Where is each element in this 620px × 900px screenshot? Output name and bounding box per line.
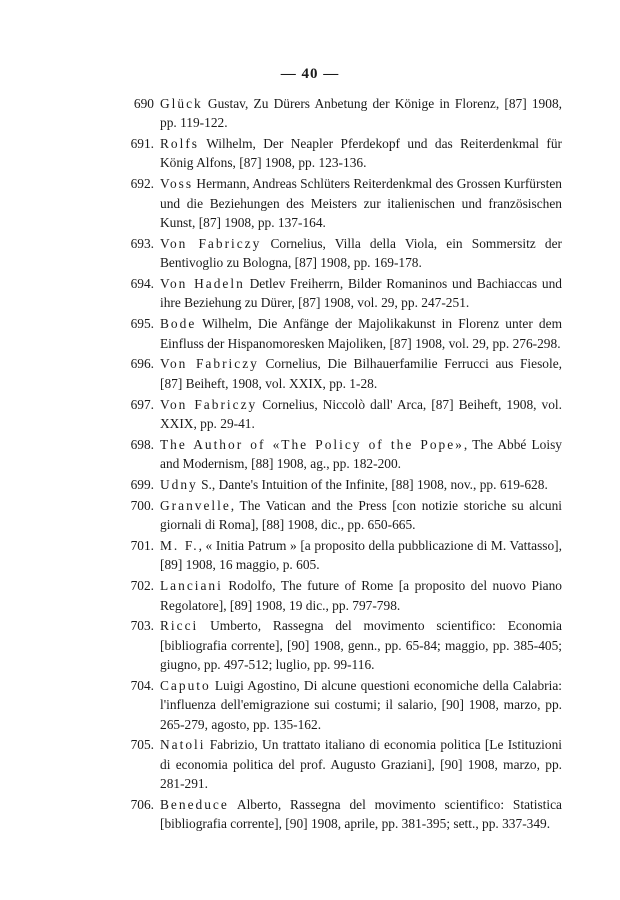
entry-author: Lanciani bbox=[160, 578, 223, 594]
entry-number: 691. bbox=[130, 136, 154, 152]
bibliography-entry bbox=[114, 94, 562, 133]
bibliography-entry bbox=[114, 314, 562, 353]
entry-citation: , The Abbé Loisy and Modernism, [88] 1908, ag., pp. 182-200. bbox=[160, 436, 562, 472]
bibliography-entry bbox=[114, 735, 562, 793]
entry-number: 693. bbox=[130, 235, 154, 251]
entry-citation: Hermann, Andreas Schlüters Reiterdenkmal des Grossen Kurfürsten und die Beziehungen des Meisters zur italienischen und französischen Kunst, [87] 1908, pp. 137-164. bbox=[160, 176, 562, 230]
bibliography-entry bbox=[114, 576, 562, 615]
bibliography-entry bbox=[114, 234, 562, 273]
entry-number: 706. bbox=[130, 796, 154, 812]
entry-citation: Luigi Agostino, Di alcune questioni economiche della Calabria: l'influenza dell'emigrazione sui costumi; il salario, [90] 1908, marzo, pp. 265-279, agosto, pp. 135-162. bbox=[160, 677, 562, 732]
entry-author: Natoli bbox=[160, 737, 206, 753]
entry-number: 696. bbox=[130, 356, 154, 372]
entry-number: 694. bbox=[130, 276, 154, 292]
bibliography-entry bbox=[114, 134, 562, 173]
entry-number: 704. bbox=[130, 677, 154, 693]
entry-number: 700. bbox=[130, 497, 154, 513]
entry-author: Voss bbox=[160, 176, 194, 192]
entry-citation: Wilhelm, Die Anfänge der Majolikakunst in Florenz unter dem Einfluss der Hispanomoresken Majoliken, [87] 1908, vol. 29, pp. 276-298. bbox=[160, 316, 562, 351]
entry-citation: Cornelius, Niccolò dall' Arca, [87] Beiheft, 1908, vol. XXIX, pp. 29-41. bbox=[160, 396, 562, 431]
entry-citation: Fabrizio, Un trattato italiano di economia politica [Le Istituzioni di economia politica del prof. Augusto Graziani], [90] 1908, marzo, pp. 281-291. bbox=[160, 737, 562, 791]
entry-citation: Gustav, Zu Dürers Anbetung der Könige in Florenz, [87] 1908, pp. 119-122. bbox=[160, 96, 562, 131]
bibliography-entry bbox=[114, 354, 562, 393]
entry-author: The Author of «The Policy of the Pope» bbox=[160, 436, 464, 452]
entry-citation: Rodolfo, The future of Rome [a proposito del nuovo Piano Regolatore], [89] 1908, 19 dic., pp. 797-798. bbox=[160, 578, 562, 613]
entry-citation: , « Initia Patrum » [a proposito della pubblicazione di M. Vattasso], [89] 1908, 16 maggio, p. 605. bbox=[160, 538, 562, 573]
entry-number: 699. bbox=[130, 476, 154, 492]
page-number: — 40 — bbox=[280, 66, 340, 82]
entry-author: Caputo bbox=[160, 677, 211, 693]
entry-author: M. F. bbox=[160, 538, 199, 554]
entry-number: 705. bbox=[130, 737, 154, 753]
bibliography-entry bbox=[114, 475, 562, 494]
entry-citation: Alberto, Rassegna del movimento scientifico: Statistica [bibliografia corrente], [90] 1908, aprile, pp. 381-395; sett., pp. 337-349. bbox=[160, 796, 562, 832]
entry-citation: Cornelius, Villa della Viola, ein Sommersitz der Bentivoglio zu Bologna, [87] 1908, pp. 169-178. bbox=[160, 235, 562, 271]
bibliography-entry bbox=[114, 395, 562, 434]
bibliography-entry bbox=[114, 676, 562, 734]
entry-number: 698. bbox=[130, 436, 154, 452]
entry-author: Udny bbox=[160, 476, 198, 492]
entry-author: Ricci bbox=[160, 618, 199, 634]
entry-author: Beneduce bbox=[160, 796, 229, 812]
entry-number: 703. bbox=[130, 618, 154, 634]
bibliography-entry bbox=[114, 174, 562, 232]
entry-number: 701. bbox=[130, 538, 154, 554]
entry-author: Bode bbox=[160, 316, 197, 332]
bibliography-list bbox=[114, 94, 562, 835]
entry-citation: Cornelius, Die Bilhauerfamilie Ferrucci aus Fiesole, [87] Beiheft, 1908, vol. XXIX, pp. 1-28. bbox=[160, 356, 562, 391]
entry-citation: S., Dante's Intuition of the Infinite, [88] 1908, nov., pp. 619-628. bbox=[197, 476, 548, 492]
bibliography-entry bbox=[114, 536, 562, 575]
entry-citation: Detlev Freiherrn, Bilder Romaninos und Bachiaccas und ihre Beziehung zu Dürer, [87] 1908, vol. 29, pp. 247-251. bbox=[160, 276, 562, 311]
bibliography-entry bbox=[114, 496, 562, 535]
bibliography-entry bbox=[114, 274, 562, 313]
bibliography-entry bbox=[114, 616, 562, 674]
entry-author: Von Fabriczy bbox=[160, 356, 259, 372]
entry-number: 697. bbox=[130, 396, 154, 412]
entry-number: 692. bbox=[130, 176, 154, 192]
bibliography-entry bbox=[114, 435, 562, 474]
entry-author: Glück bbox=[160, 96, 203, 111]
entry-author: Granvelle bbox=[160, 497, 231, 513]
bibliography-entry bbox=[114, 795, 562, 834]
entry-number: 695. bbox=[130, 316, 154, 332]
entry-author: Von Fabriczy bbox=[160, 396, 258, 412]
entry-author: Von Fabriczy bbox=[160, 235, 262, 251]
entry-citation: , The Vatican and the Press [con notizie storiche su alcuni giornali di Roma], [88] 1908, dic., pp. 650-665. bbox=[160, 497, 562, 533]
entry-citation: Wilhelm, Der Neapler Pferdekopf und das Reiterdenkmal für König Alfons, [87] 1908, pp. 123-136. bbox=[160, 136, 562, 171]
entry-number: 702. bbox=[130, 578, 154, 594]
entry-author: Von Hadeln bbox=[160, 276, 245, 292]
entry-number: 690 bbox=[133, 96, 154, 111]
entry-author: Rolfs bbox=[160, 136, 200, 152]
entry-citation: Umberto, Rassegna del movimento scientifico: Economia [bibliografia corrente], [90] 1908, genn., pp. 65-84; maggio, pp. 385-405; giugno, pp. 497-512; luglio, pp. 99-116. bbox=[160, 618, 562, 673]
